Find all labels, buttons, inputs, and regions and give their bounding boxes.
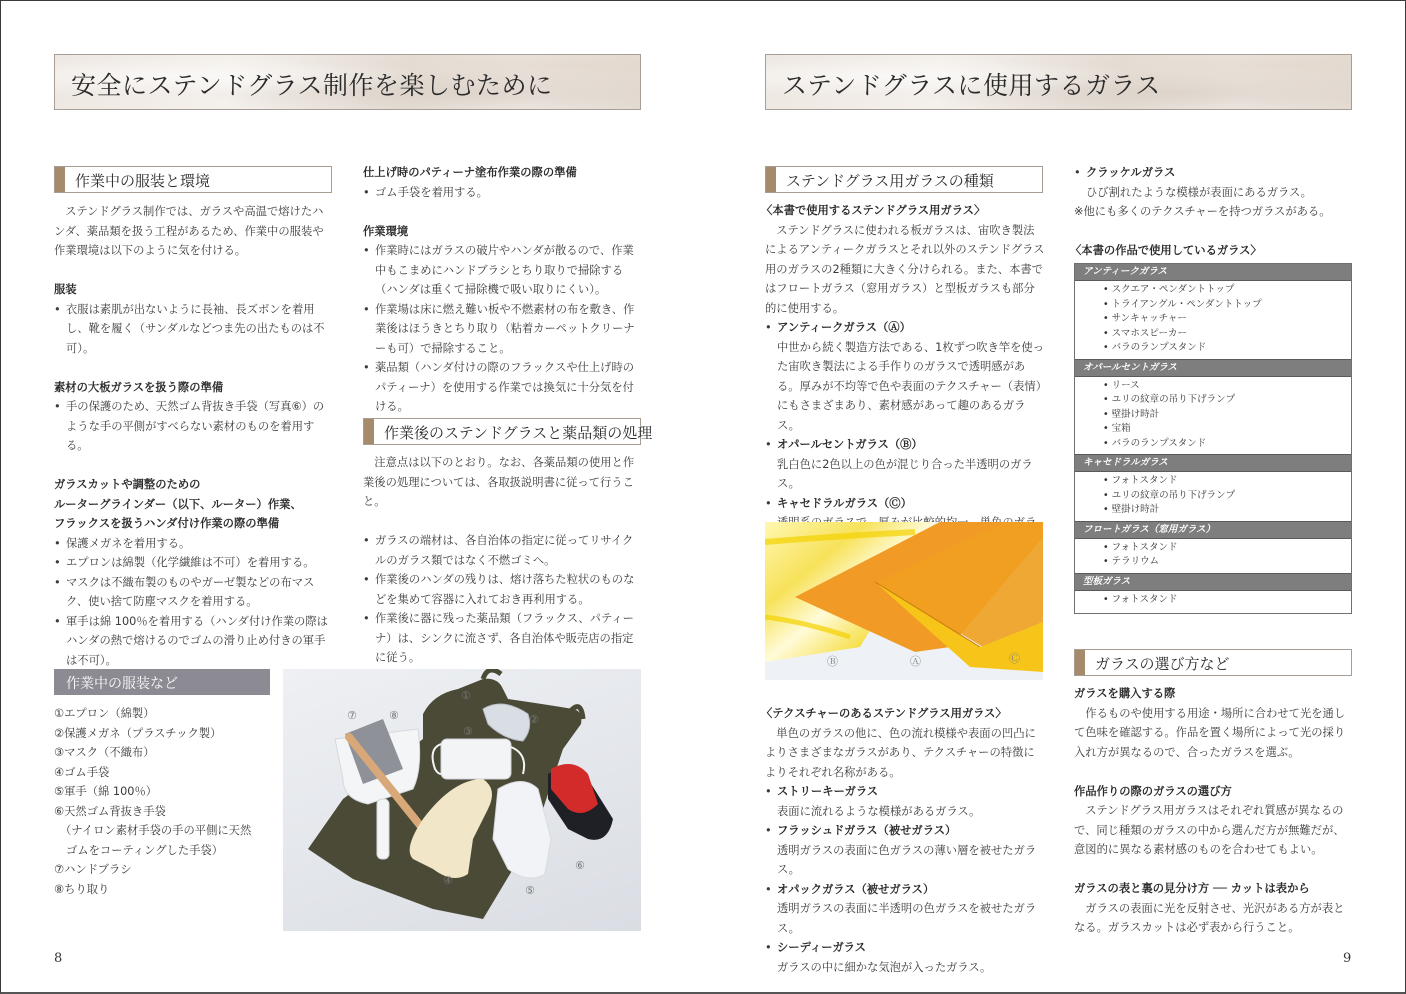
table-list-item: • 壁掛け時計 (1103, 503, 1351, 518)
table-list-item: • 宝箱 (1103, 422, 1351, 437)
heading-accent-bar (364, 419, 374, 444)
legend-item: ⑤軍手（綿 100％） (54, 785, 158, 798)
texture-type-desc: ひび割れたような模様が表面にあるガラス。 (1086, 185, 1312, 199)
page-number-right: 9 (1343, 951, 1352, 966)
texture-type-item (1074, 163, 1354, 202)
texture-type-item (765, 821, 1045, 880)
intro-paragraph: 注意点は以下のとおり。なお、各薬品類の使用と作業後の処理については、各取扱説明書に従って行うこと。 (363, 456, 635, 508)
right-page-banner (765, 54, 1352, 110)
table-list-item: • スマホスピーカー (1103, 327, 1351, 342)
work-gear-photo (283, 669, 641, 931)
right-page-title: ステンドグラスに使用するガラス (782, 71, 1161, 100)
heading-accent-bar (1075, 650, 1085, 675)
legend-item: ①エプロン（綿製） (54, 707, 155, 720)
clothing-list (54, 300, 334, 359)
table-list-item: • リース (1103, 379, 1351, 394)
texture-type-desc: 透明ガラスの表面に色ガラスの薄い層を被せたガラス。 (777, 843, 1037, 876)
table-group-heading: アンティークガラス (1075, 264, 1351, 281)
heading-accent-bar (766, 167, 776, 192)
glass-type-name: キャセドラルガラス（Ⓒ） (777, 496, 912, 510)
table-list-item: • フォトスタンド (1103, 593, 1351, 608)
large-glass-list (54, 397, 334, 456)
table-group-heading: オパールセントガラス (1075, 359, 1351, 377)
texture-intro: 単色のガラスの他に、色の流れ模様や表面の凹凸によりさまざまなガラスがあり、テクスチャーの特徴によりそれぞれ名称がある。 (765, 726, 1036, 779)
environment-list (363, 241, 643, 417)
list-item: • 作業後のハンダの残りは、熔け落ちた粒状のものなどを集めて容器に入れておき再利用する。 (363, 570, 643, 609)
table-list-item: • フォトスタンド (1103, 541, 1351, 556)
texture-type-name: クラッケルガラス (1086, 166, 1176, 179)
subheading-environment: 作業環境 (363, 224, 409, 238)
section-heading-choosing-glass (1074, 649, 1352, 676)
cutting-list (54, 534, 334, 671)
subheading-works-glass: 〈本書の作品で使用しているガラス〉 (1070, 244, 1262, 257)
selecting-text: ステンドグラス用ガラスはそれぞれ質感が異なるので、同じ種類のガラスの中から選んだ方が無難だが、意図的に異なる素材感のものを合わせてもよい。 (1074, 804, 1345, 856)
table-group-heading: フロートガラス（窓用ガラス） (1075, 521, 1351, 539)
section-heading-clothing-environment (54, 166, 332, 193)
subheading-cutting-line1: ガラスカットや調整のための (54, 478, 201, 491)
list-item: • 作業後に器に残った薬品類（フラックス、パティーナ）は、シンクに流さず、各自治体や販売店の指定に従う。 (363, 609, 643, 668)
photo-legend-list (54, 704, 284, 899)
page-number-left: 8 (54, 951, 63, 966)
left-page-banner (54, 54, 641, 110)
glass-type-item (765, 318, 1045, 435)
intro-paragraph: ステンドグラス制作では、ガラスや高温で熔けたハンダ、薬品類を扱う工程があるため、作業中の服装や作業環境は以下のように気を付ける。 (54, 205, 324, 257)
buying-text: 作るものや使用する用途・場所に合わせて光を通して色味を確認する。作品を置く場所によって光の採り入れ方が異なるので、合ったガラスを選ぶ。 (1074, 706, 1346, 759)
texture-type-desc: 表面に流れるような模様があるガラス。 (777, 804, 981, 818)
photo-label-b: Ⓑ (827, 655, 838, 668)
texture-types-list-cont (1074, 163, 1354, 202)
legend-item: ⑧ちり取り (54, 882, 110, 896)
photo-label: ① (461, 689, 471, 702)
table-group-heading: 型板ガラス (1075, 573, 1351, 591)
subheading-texture-glass: 〈テクスチャーのあるステンドグラス用ガラス〉 (761, 707, 1007, 720)
list-item: • 衣服は素肌が出ないように長袖、長ズボンを着用し、靴を履く（サンダルなどつま先の出たものは不可）。 (54, 300, 334, 359)
photo-label: ⑥ (575, 859, 585, 872)
used-intro: ステンドグラスに使われる板ガラスは、宙吹き製法によるアンティークガラスとそれ以外のステンドグラス用のガラスの2種類に大きく分けられる。また、本書ではフロートガラス（窓用ガラス）と型板ガラスも部分的に使用する。 (765, 223, 1045, 315)
list-item: • マスクは不織布製のものやガーゼ製などの布マスク、使い捨て防塵マスクを着用する。 (54, 573, 334, 612)
photo-legend-heading: 作業中の服装など (54, 669, 270, 695)
legend-item-note: ゴムをコーティングした手袋） (66, 843, 224, 857)
photo-label: ⑧ (389, 709, 399, 722)
table-list-item: • 壁掛け時計 (1103, 408, 1351, 423)
left-column-1 (54, 202, 334, 670)
glass-type-name: オパールセントガラス（Ⓑ） (777, 438, 923, 451)
texture-type-item (765, 938, 1045, 977)
legend-item: ④ゴム手袋 (54, 765, 110, 779)
work-gear-illustration (283, 669, 641, 931)
subheading-clothing: 服装 (54, 283, 77, 296)
after-work-list (363, 531, 643, 668)
table-group-list (1075, 472, 1351, 521)
left-column-2 (363, 163, 643, 417)
subheading-buying: ガラスを購入する際 (1074, 687, 1176, 700)
list-item: • ガラスの端材は、各自治体の指定に従ってリサイクルのガラス類ではなく不燃ゴミへ。 (363, 531, 643, 570)
legend-item-note: （ナイロン素材手袋の手の平側に天然 (60, 824, 252, 837)
table-group-list (1075, 377, 1351, 455)
list-item: • 手の保護のため、天然ゴム背抜き手袋（写真⑥）のような手の平側がすべらない素材のものを着用する。 (54, 397, 334, 456)
glass-samples-photo (765, 522, 1043, 680)
photo-label: ② (529, 713, 539, 726)
photo-label: ⑦ (347, 709, 357, 722)
front-back-text: ガラスの表面に光を反射させ、光沢がある方が表となる。ガラスカットは必ず表から行うこと。 (1074, 901, 1345, 934)
texture-types-list (765, 782, 1045, 977)
subheading-used-glass: 〈本書で使用するステンドグラス用ガラス〉 (761, 204, 986, 217)
after-work-body (363, 453, 643, 668)
glass-type-name: アンティークガラス（Ⓐ） (777, 321, 911, 334)
heading-accent-bar (55, 167, 65, 192)
glass-type-desc: 乳白色に2色以上の色が混じり合った半透明のガラス。 (777, 457, 1033, 490)
legend-item: ⑦ハンドブラシ (54, 863, 132, 876)
table-group-list (1075, 539, 1351, 573)
subheading-selecting: 作品作りの際のガラスの選び方 (1074, 784, 1232, 798)
legend-item: ②保護メガネ（プラスチック製） (54, 726, 222, 740)
section-heading-after-work (363, 418, 653, 445)
glass-type-item (765, 435, 1045, 494)
glass-samples-illustration (765, 522, 1043, 680)
table-list-item: • テラリウム (1103, 555, 1351, 570)
texture-type-name: シーディーガラス (777, 941, 866, 954)
list-item: • ゴム手袋を着用する。 (363, 183, 643, 203)
list-item: • 作業場は床に燃え難い板や不燃素材の布を敷き、作業後はほうきとちり取り（粘着カーペットクリーナーも可）で掃除すること。 (363, 300, 643, 359)
works-glass-table (1074, 263, 1352, 614)
photo-label: ④ (443, 874, 453, 887)
table-group-list (1075, 281, 1351, 359)
heading-text: 作業後のステンドグラスと薬品類の処理 (384, 424, 653, 442)
left-page-title: 安全にステンドグラス制作を楽しむために (71, 71, 553, 100)
heading-text: ガラスの選び方など (1095, 655, 1230, 673)
right-column-1-top (761, 201, 1045, 572)
table-list-item: • バラのランプスタンド (1103, 437, 1351, 452)
table-list-item: • ユリの紋章の吊り下げランプ (1103, 489, 1351, 504)
table-list-item: • トライアングル・ペンダントトップ (1103, 298, 1351, 313)
photo-label-c: Ⓒ (1009, 652, 1020, 665)
subheading-front-back: ガラスの表と裏の見分け方 ── カットは表から (1074, 882, 1310, 895)
texture-type-name: オパックガラス（被せガラス） (777, 882, 935, 896)
texture-type-name: ストリーキーガラス (777, 785, 879, 798)
table-list-item: • ユリの紋章の吊り下げランプ (1103, 393, 1351, 408)
subheading-patina: 仕上げ時のパティーナ塗布作業の際の準備 (363, 166, 577, 179)
list-item: • 保護メガネを着用する。 (54, 534, 334, 554)
patina-list (363, 183, 643, 203)
table-list-item: • フォトスタンド (1103, 474, 1351, 489)
heading-text: 作業中の服装と環境 (75, 172, 211, 190)
list-item: • 薬品類（ハンダ付けの際のフラックスや仕上げ時のパティーナ）を使用する作業では換気に十分気を付ける。 (363, 358, 643, 417)
texture-type-item (765, 880, 1045, 939)
table-list-item: • バラのランプスタンド (1103, 341, 1351, 356)
table-group-list (1075, 591, 1351, 611)
texture-note: ※他にも多くのテクスチャーを持つガラスがある。 (1074, 205, 1331, 218)
photo-label-a: Ⓐ (910, 655, 921, 668)
texture-type-name: フラッシュドガラス（被せガラス） (777, 824, 957, 837)
glass-type-desc: 中世から続く製造方法である、1枚ずつ吹き竿を使った宙吹き製法による手作りのガラスで透明感がある。厚みが不均等で色や表面のテクスチャー（表情）にもさまざまあり、素材感があって趣のあるガラス。 (777, 340, 1045, 432)
choosing-glass-body (1074, 684, 1354, 938)
table-list-item: • スクエア・ペンダントトップ (1103, 283, 1351, 298)
texture-type-item (765, 782, 1045, 821)
subheading-large-glass: 素材の大板ガラスを扱う際の準備 (54, 380, 224, 394)
photo-label: ③ (463, 725, 473, 738)
list-item: • エプロンは綿製（化学繊維は不可）を着用する。 (54, 553, 334, 573)
list-item: • 作業時にはガラスの破片やハンダが散るので、作業中もこまめにハンドブラシとちり取りで掃除する（ハンダは重くて掃除機で吸い取りにくい）。 (363, 241, 643, 300)
subheading-cutting-line2: ルーターグラインダー（以下、ルーター）作業、 (54, 497, 302, 511)
legend-item: ③マスク（不織布） (54, 746, 155, 759)
heading-text: ステンドグラス用ガラスの種類 (786, 172, 994, 190)
section-heading-glass-types (765, 166, 1043, 193)
texture-type-desc: ガラスの中に細かな気泡が入ったガラス。 (777, 960, 992, 974)
table-group-heading: キャセドラルガラス (1075, 454, 1351, 472)
right-column-2-top (1070, 163, 1354, 261)
table-list-item: • サンキャッチャー (1103, 312, 1351, 327)
right-column-1-bottom (761, 704, 1045, 977)
list-item: • 軍手は綿 100％を着用する（ハンダ付け作業の際はハンダの熱で熔けるのでゴムの滑り止め付きの軍手は不可）。 (54, 612, 334, 671)
subheading-cutting-line3: フラックスを扱うハンダ付け作業の際の準備 (54, 517, 280, 530)
photo-label: ⑤ (525, 884, 535, 897)
legend-item: ⑥天然ゴム背抜き手袋 (54, 804, 166, 818)
texture-type-desc: 透明ガラスの表面に半透明の色ガラスを被せたガラス。 (777, 902, 1037, 935)
